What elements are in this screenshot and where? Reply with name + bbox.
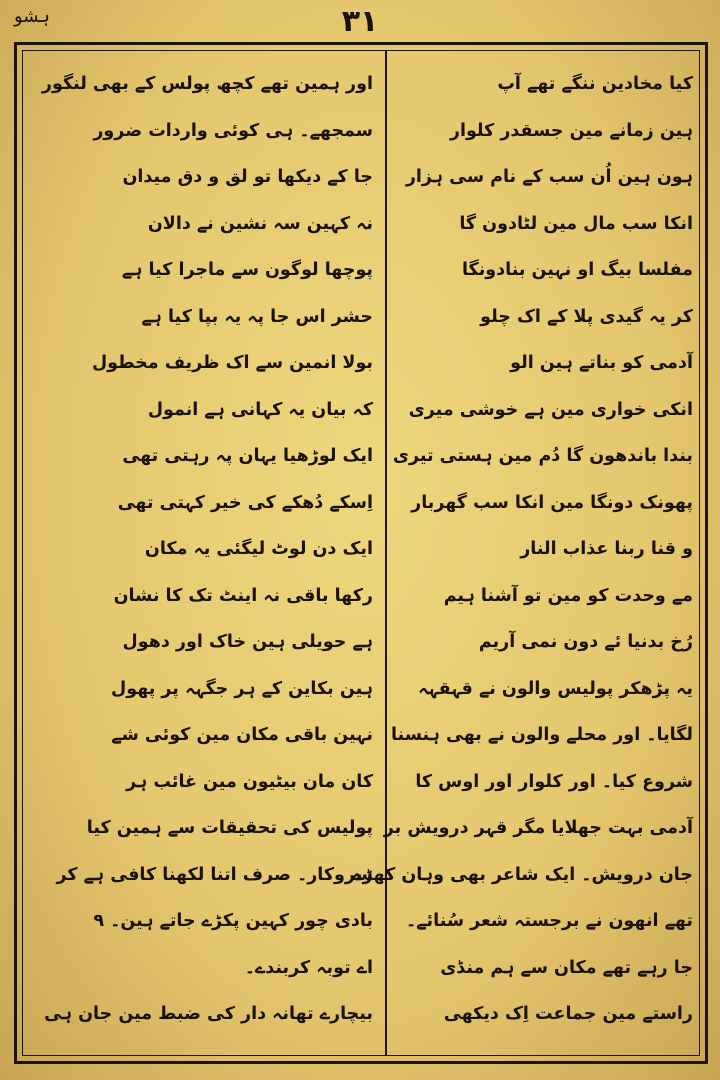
page-number: ۳۱: [341, 4, 379, 39]
text-line: حشر اس جا پہ یہ بپا کیا ہے: [141, 306, 373, 327]
text-line: تھے انھون نے برجستہ شعر سُنائے۔: [406, 911, 693, 931]
text-line: جا رہے تھے مکان سے ہم منڈی: [440, 957, 693, 978]
text-line: آدمی کو بناتے ہین الو: [510, 353, 693, 373]
text-line: نہین باقی مکان مین کوئی شے: [111, 725, 373, 745]
text-line: ہین زمانے مین جسقدر کلوار: [449, 120, 693, 141]
text-line: انکی خواری مین ہے خوشی میری: [408, 399, 693, 420]
text-line: لگایا۔ اور محلے والون نے بھی ہنسنا: [391, 725, 693, 745]
text-line: سمجھے۔ ہی کوئی واردات ضرور: [93, 120, 373, 141]
header-title: ہشو: [14, 6, 50, 27]
right-column: [352, 61, 693, 1045]
text-line: پوچھا لوگون سے ماجرا کیا ہے: [121, 260, 373, 280]
text-line: پھونک دونگا مین انکا سب گھربار: [411, 492, 693, 513]
text-line: بادی چور کہین پکڑے جاتے ہین۔ ۹: [93, 911, 373, 931]
text-line: اور ہمین تھے کچھ پولس کے بھی لنگور: [41, 74, 373, 94]
text-line: ایک لوڑھیا یہان پہ رہتی تھی: [122, 446, 373, 466]
text-line: ہین بکاین کے ہر جگہہ پر پھول: [111, 678, 373, 699]
text-line: بولا انمین سے اک ظریف مخطول: [91, 353, 373, 373]
text-line: پولیس کی تحقیقات سے ہمین کیا: [86, 818, 373, 838]
text-line: شروع کیا۔ اور کلوار اور اوس کا: [415, 771, 693, 792]
text-line: ہے حویلی ہین خاک اور دھول: [122, 632, 373, 652]
text-line: نہ کہین سہ نشین نے دالان: [147, 213, 373, 234]
text-line: بیچارے تھانہ دار کی ضبط مین جان ہی: [44, 1004, 373, 1024]
text-line: جا کے دیکھا تو لق و دق میدان: [122, 167, 373, 187]
text-line: آدمی بہت جھلایا مگر قہر درویش بر: [383, 818, 693, 838]
text-line: سروکار۔ صرف اتنا لکھنا کافی ہے کر: [56, 864, 373, 885]
text-line: رُخ بدنیا ئے دون نمی آریم: [478, 632, 693, 652]
text-line: کیا مخادین ننگے تھے آپ: [497, 74, 693, 94]
text-line: ایک دن لوٹ لیگئی یہ مکان: [144, 539, 373, 559]
column-divider: [385, 51, 387, 1055]
text-line: ہون ہین اُن سب کے نام سی ہزار: [405, 167, 693, 187]
text-line: کہ بیان یہ کہانی ہے انمول: [147, 399, 373, 420]
text-frame: [14, 42, 708, 1064]
text-line: جان درویش۔ ایک شاعر بھی وہان کھڑے: [352, 864, 693, 885]
text-line: راستے مین جماعت اِک دیکھی: [443, 1004, 693, 1024]
text-line: انکا سب مال مین لٹادون گا: [459, 213, 693, 234]
text-line: کان مان بیٹیون مین غائب ہر: [126, 771, 373, 792]
text-line: بندا باندھون گا دُم مین ہستی تیری: [392, 446, 693, 466]
text-line: اِسکے دُھکے کی خیر کہتی تھی: [117, 492, 373, 513]
text-frame-inner: [22, 50, 700, 1056]
text-line: مفلسا بیگ او نہین بنادونگا: [461, 260, 693, 280]
text-line: اے توبہ کربندے۔: [244, 957, 373, 978]
left-column: [37, 61, 373, 1045]
text-line: یہ پڑھکر پولیس والون نے قہقہہ: [418, 678, 693, 699]
text-line: رکھا باقی نہ اینٹ تک کا نشان: [113, 585, 373, 606]
text-line: مے وحدت کو مین تو آشنا ہیم: [443, 585, 693, 606]
text-line: و قنا ربنا عذاب النار: [520, 539, 693, 559]
text-line: کر یہ گیدی پلا کے اک چلو: [480, 306, 693, 327]
